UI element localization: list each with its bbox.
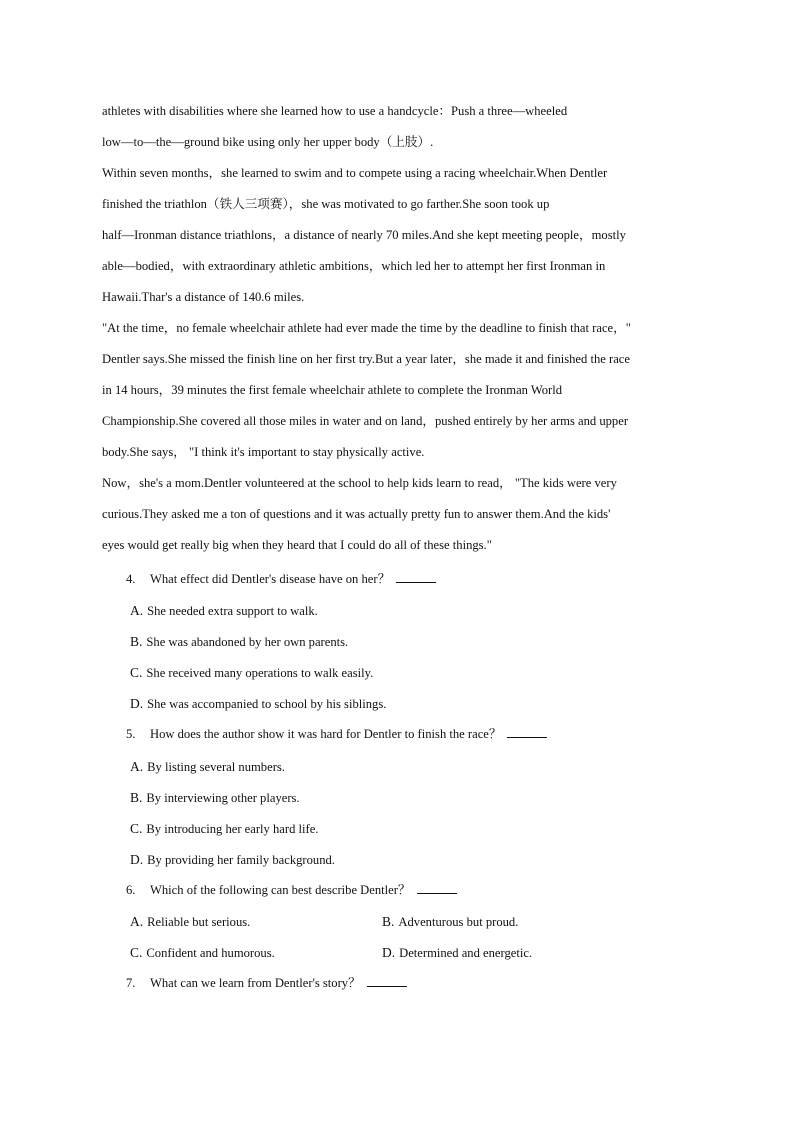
- question-number: 5.: [126, 727, 136, 742]
- option-text: She received many operations to walk easily.: [146, 666, 374, 681]
- option-letter: D.: [382, 945, 396, 961]
- question-7: [102, 968, 702, 999]
- question-4: [102, 564, 702, 595]
- option-row: [102, 657, 702, 688]
- question-text: What can we learn from Dentler's story？: [150, 976, 361, 991]
- option-b[interactable]: [130, 626, 348, 658]
- passage-line: Within seven months，she learned to swim and to compete using a racing wheelchair.When Dentler: [102, 166, 608, 180]
- question-text: How does the author show it was hard for Dentler to finish the race？: [150, 727, 502, 742]
- option-row: [102, 688, 702, 719]
- option-a[interactable]: [130, 595, 318, 627]
- option-row: [102, 906, 702, 937]
- option-b[interactable]: [382, 906, 518, 938]
- option-c[interactable]: [130, 937, 275, 969]
- passage-line: "At the time，no female wheelchair athlete had ever made the time by the deadline to finish that race，": [102, 321, 631, 335]
- question-6: [102, 875, 702, 906]
- option-row: [102, 751, 702, 782]
- passage-line: Dentler says.She missed the finish line on her first try.But a year later，she made it and finished the race: [102, 352, 630, 366]
- option-letter: C.: [130, 820, 143, 836]
- passage-line: body.She says， "I think it's important to stay physically active.: [102, 445, 425, 459]
- option-text: She was abandoned by her own parents.: [146, 635, 349, 650]
- question-number: 7.: [126, 976, 136, 991]
- passage-line: Championship.She covered all those miles in water and on land，pushed entirely by her arms and upper: [102, 414, 629, 428]
- option-text: Adventurous but proud.: [398, 915, 519, 930]
- passage-line: Hawaii.Thar's a distance of 140.6 miles.: [102, 290, 305, 304]
- passage-line: eyes would get really big when they heard that I could do all of these things.": [102, 538, 492, 552]
- option-text: Determined and energetic.: [399, 946, 533, 961]
- option-letter: A.: [130, 758, 144, 774]
- answer-blank[interactable]: [396, 568, 436, 583]
- option-a[interactable]: [130, 906, 250, 938]
- question-5: [102, 719, 702, 750]
- option-c[interactable]: [130, 657, 373, 689]
- option-d[interactable]: [130, 844, 335, 876]
- option-text: By introducing her early hard life.: [146, 821, 319, 836]
- answer-blank[interactable]: [507, 723, 547, 738]
- passage-line: able—bodied，with extraordinary athletic ambitions，which led her to attempt her first Ironman in: [102, 259, 606, 273]
- option-d[interactable]: [382, 937, 532, 969]
- option-letter: D.: [130, 696, 144, 712]
- option-row: [102, 626, 702, 657]
- option-letter: A.: [130, 603, 144, 619]
- answer-blank[interactable]: [417, 879, 457, 894]
- passage-line: low—to—the—ground bike using only her upper body（上肢）.: [102, 135, 434, 149]
- option-text: Confident and humorous.: [146, 946, 275, 961]
- option-text: She needed extra support to walk.: [147, 604, 318, 619]
- option-text: By providing her family background.: [147, 852, 335, 867]
- option-row: [102, 782, 702, 813]
- option-text: By listing several numbers.: [147, 759, 285, 774]
- option-text: She was accompanied to school by his siblings.: [147, 697, 387, 712]
- option-row: [102, 595, 702, 626]
- option-d[interactable]: [130, 688, 386, 720]
- option-letter: A.: [130, 914, 144, 930]
- option-letter: B.: [130, 789, 143, 805]
- question-text: What effect did Dentler's disease have on her？: [150, 572, 391, 586]
- passage-line: athletes with disabilities where she learned how to use a handcycle：Push a three—wheeled: [102, 104, 568, 118]
- question-text: Which of the following can best describe Dentler？: [150, 882, 411, 897]
- passage-line: finished the triathlon（铁人三项赛），she was motivated to go farther.She soon took up: [102, 197, 550, 211]
- passage-line: Now，she's a mom.Dentler volunteered at the school to help kids learn to read， "The kids were very: [102, 476, 617, 490]
- answer-blank[interactable]: [367, 972, 407, 987]
- passage-line: in 14 hours，39 minutes the first female wheelchair athlete to complete the Ironman World: [102, 383, 563, 397]
- option-row: [102, 813, 702, 844]
- passage-line: curious.They asked me a ton of questions and it was actually pretty fun to answer them.And the kids': [102, 507, 611, 521]
- option-row: [102, 937, 702, 968]
- option-letter: C.: [130, 945, 143, 961]
- option-row: [102, 844, 702, 875]
- option-c[interactable]: [130, 813, 318, 845]
- question-list: [102, 564, 702, 999]
- option-letter: B.: [382, 914, 395, 930]
- option-text: By interviewing other players.: [146, 790, 300, 805]
- passage: [102, 96, 702, 561]
- option-text: Reliable but serious.: [147, 915, 251, 930]
- option-letter: D.: [130, 851, 144, 867]
- option-letter: B.: [130, 634, 143, 650]
- option-a[interactable]: [130, 751, 285, 783]
- option-b[interactable]: [130, 782, 300, 814]
- question-number: 6.: [126, 882, 136, 897]
- passage-line: half—Ironman distance triathlons，a distance of nearly 70 miles.And she kept meeting people，mostly: [102, 228, 626, 242]
- question-number: 4.: [126, 572, 136, 586]
- option-letter: C.: [130, 665, 143, 681]
